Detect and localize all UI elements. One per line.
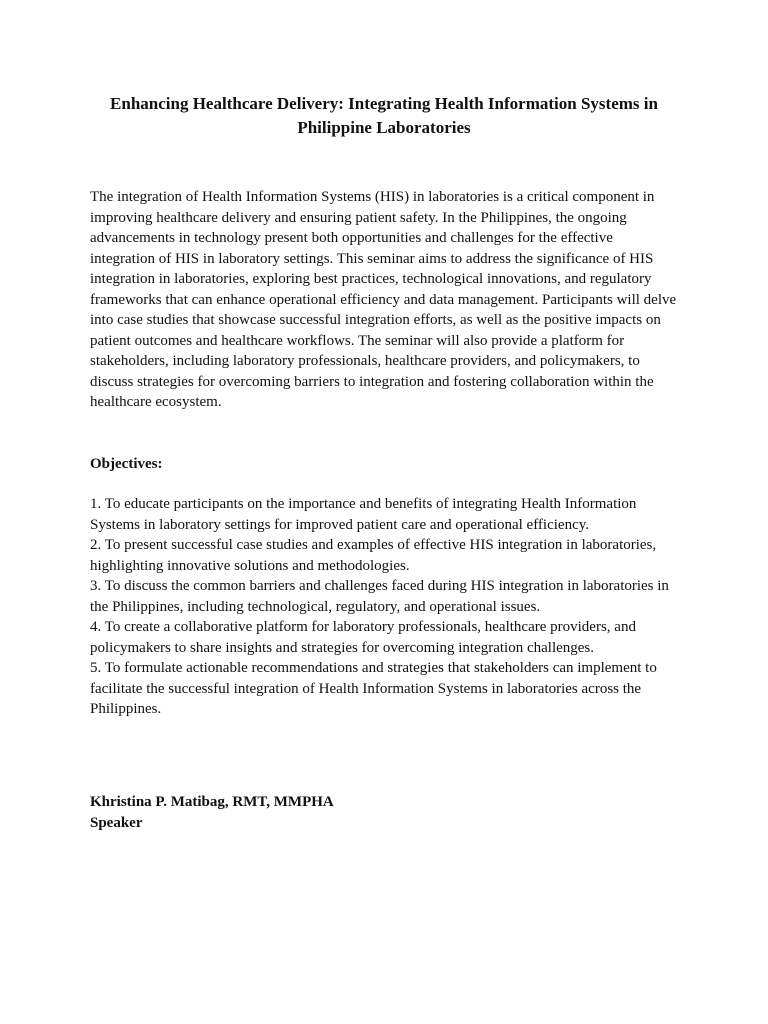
document-title: Enhancing Healthcare Delivery: Integrating Health Information Systems in Philippine Laboratories — [110, 94, 658, 137]
objective-item: 1. To educate participants on the importance and benefits of integrating Health Information Systems in laboratory settings for improved patient care and operational efficiency. — [90, 496, 637, 533]
objectives-heading: Objectives: — [90, 456, 163, 472]
speaker-role: Speaker — [90, 814, 143, 831]
objectives-list — [90, 494, 680, 720]
objective-item: 5. To formulate actionable recommendations and strategies that stakeholders can implement to facilitate the successful integration of Health Information Systems in laboratories across the Philippines. — [90, 660, 657, 717]
speaker-name: Khristina P. Matibag, RMT, MMPHA — [90, 794, 334, 810]
intro-paragraph: The integration of Health Information Systems (HIS) in laboratories is a critical component in improving healthcare delivery and ensuring patient safety. In the Philippines, the ongoing advancements in technology present both opportunities and challenges for the effective integration of HIS in laboratory settings. This seminar aims to address the significance of HIS integration in laboratories, exploring best practices, technological innovations, and regulatory frameworks that can enhance operational efficiency and data management. Participants will delve into case studies that showcase successful integration efforts, as well as the positive impacts on patient outcomes and healthcare workflows. The seminar will also provide a platform for stakeholders, including laboratory professionals, healthcare providers, and policymakers, to discuss strategies for overcoming barriers to integration and fostering collaboration within the healthcare ecosystem. — [90, 189, 677, 410]
objective-item: 2. To present successful case studies and examples of effective HIS integration in laboratories, highlighting innovative solutions and methodologies. — [90, 537, 657, 574]
speaker-block — [90, 792, 334, 833]
objective-item: 4. To create a collaborative platform for laboratory professionals, healthcare providers, and policymakers to share insights and strategies for overcoming integration challenges. — [90, 619, 636, 656]
objective-item: 3. To discuss the common barriers and challenges faced during HIS integration in laboratories in the Philippines, including technological, regulatory, and operational issues. — [90, 578, 669, 615]
